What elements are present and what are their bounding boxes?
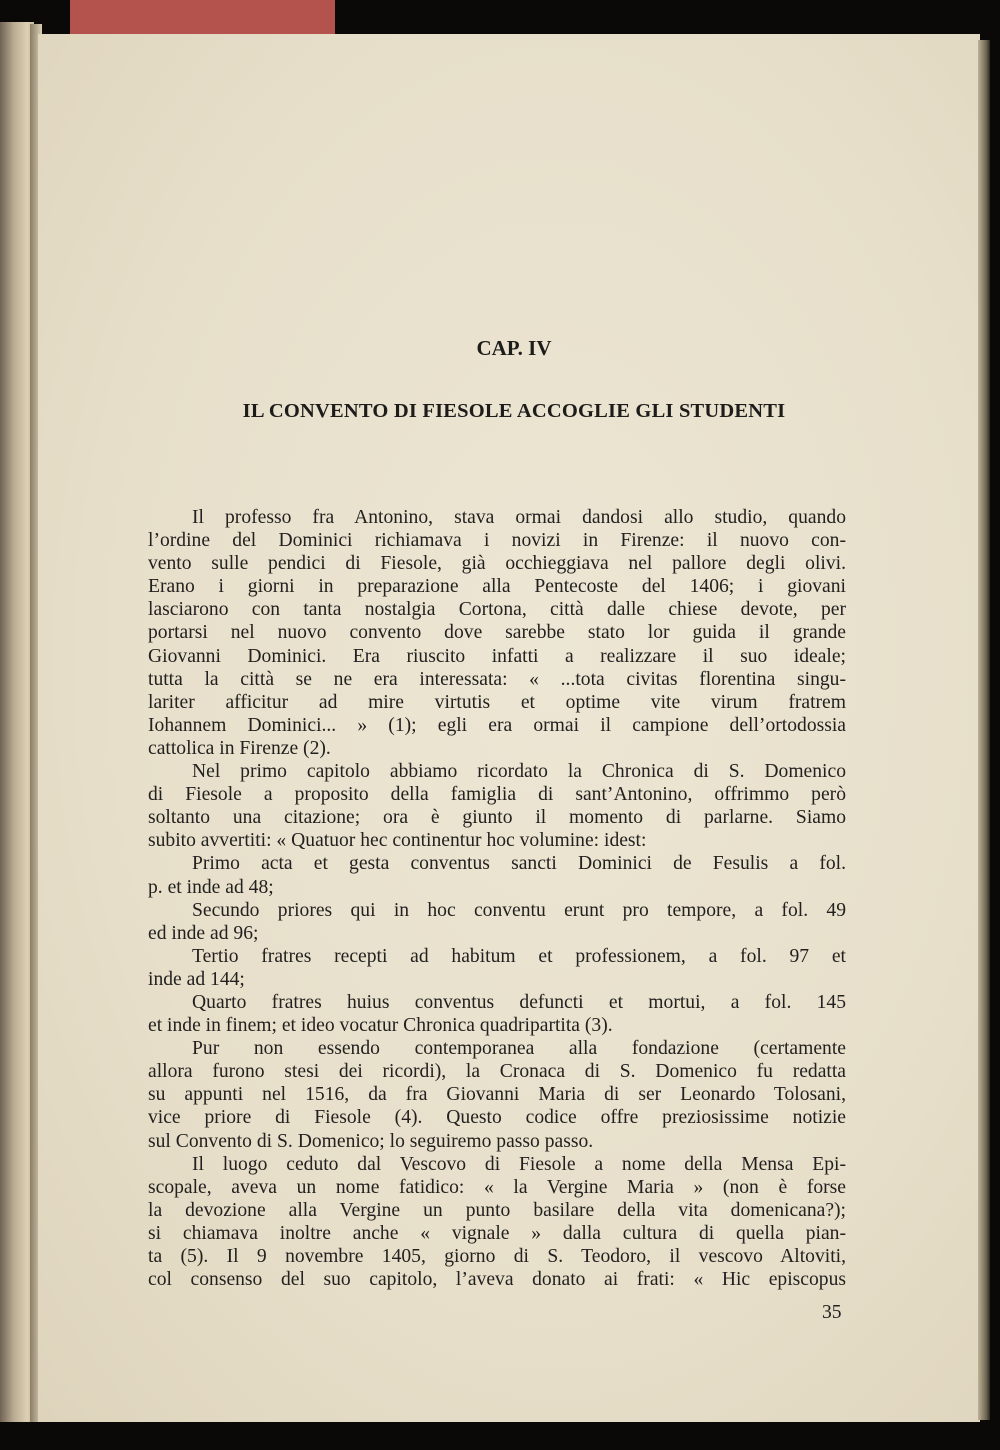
text-line: si chiamava inoltre anche « vignale » dalla cultura di quella pian-	[148, 1222, 846, 1244]
text-line: inde ad 144;	[148, 968, 245, 990]
text-line: lariter afficitur ad mire virtutis et optime vite virum fratrem	[148, 691, 846, 713]
text-line: Pur non essendo contemporanea alla fondazione (certamente	[192, 1038, 846, 1060]
text-line: subito avvertiti: « Quatuor hec continentur hoc volumine: idest:	[148, 830, 647, 852]
text-line: portarsi nel nuovo convento dove sarebbe stato lor guida il grande	[148, 622, 846, 644]
text-line: sul Convento di S. Domenico; lo seguiremo passo passo.	[148, 1130, 594, 1152]
chapter-number: CAP. IV	[476, 336, 552, 360]
text-line: vice priore di Fiesole (4). Questo codice offre preziosissime notizie	[148, 1107, 846, 1129]
text-line: vento sulle pendici di Fiesole, già occhieggiava nel pallore degli olivi.	[148, 553, 846, 575]
text-line: soltanto una citazione; ora è giunto il momento di parlarne. Siamo	[148, 807, 846, 829]
text-line: su appunti nel 1516, da fra Giovanni Maria di ser Leonardo Tolosani,	[148, 1084, 846, 1106]
page-number: 35	[822, 1302, 842, 1323]
text-line: scopale, aveva un nome fatidico: « la Vergine Maria » (non è forse	[148, 1176, 846, 1198]
text-line: Erano i giorni in preparazione alla Pentecoste del 1406; i giovani	[148, 576, 846, 598]
text-line: Il luogo ceduto dal Vescovo di Fiesole a nome della Mensa Epi-	[192, 1153, 846, 1175]
text-line: Secundo priores qui in hoc conventu erunt pro tempore, a fol. 49	[192, 899, 846, 921]
text-line: la devozione alla Vergine un punto basilare della vita domenicana?);	[148, 1199, 846, 1221]
text-line: Nel primo capitolo abbiamo ricordato la Chronica di S. Domenico	[192, 761, 846, 783]
text-line: Tertio fratres recepti ad habitum et professionem, a fol. 97 et	[192, 945, 846, 967]
text-line: Giovanni Dominici. Era riuscito infatti a realizzare il suo ideale;	[148, 645, 846, 667]
text-line: ta (5). Il 9 novembre 1405, giorno di S. Teodoro, il vescovo Altoviti,	[148, 1246, 846, 1267]
text-line: l’ordine del Dominici richiamava i novizi in Firenze: il nuovo con-	[148, 530, 846, 552]
page-right-edge	[978, 40, 990, 1420]
text-line: Primo acta et gesta conventus sancti Dominici de Fesulis a fol.	[192, 853, 846, 875]
text-line: et inde in finem; et ideo vocatur Chronica quadripartita (3).	[148, 1015, 613, 1037]
text-line: ed inde ad 96;	[148, 922, 259, 944]
text-line: Il professo fra Antonino, stava ormai dandosi allo studio, quando	[192, 507, 846, 528]
text-line: col consenso del suo capitolo, l’aveva donato ai frati: « Hic episcopus	[148, 1269, 846, 1291]
text-line: tutta la città se ne era interessata: « ...tota civitas florentina singu-	[148, 668, 846, 690]
text-line: Quarto fratres huius conventus defuncti et mortui, a fol. 145	[192, 991, 846, 1013]
facing-page-edge	[0, 22, 34, 1422]
text-line: p. et inde ad 48;	[148, 876, 274, 898]
text-line: allora furono stesi dei ricordi), la Cronaca di S. Domenico fu redatta	[148, 1061, 846, 1083]
red-bookmark-ribbon	[70, 0, 335, 38]
text-line: Iohannem Dominici... » (1); egli era ormai il campione dell’ortodossia	[148, 714, 846, 736]
text-line: lasciarono con tanta nostalgia Cortona, città dalle chiese devote, per	[148, 599, 846, 621]
chapter-title: IL CONVENTO DI FIESOLE ACCOGLIE GLI STUDENTI	[242, 400, 786, 422]
body-text	[148, 506, 846, 1291]
text-line: cattolica in Firenze (2).	[148, 737, 331, 759]
text-line: di Fiesole a proposito della famiglia di sant’Antonino, offrimmo però	[148, 784, 846, 806]
